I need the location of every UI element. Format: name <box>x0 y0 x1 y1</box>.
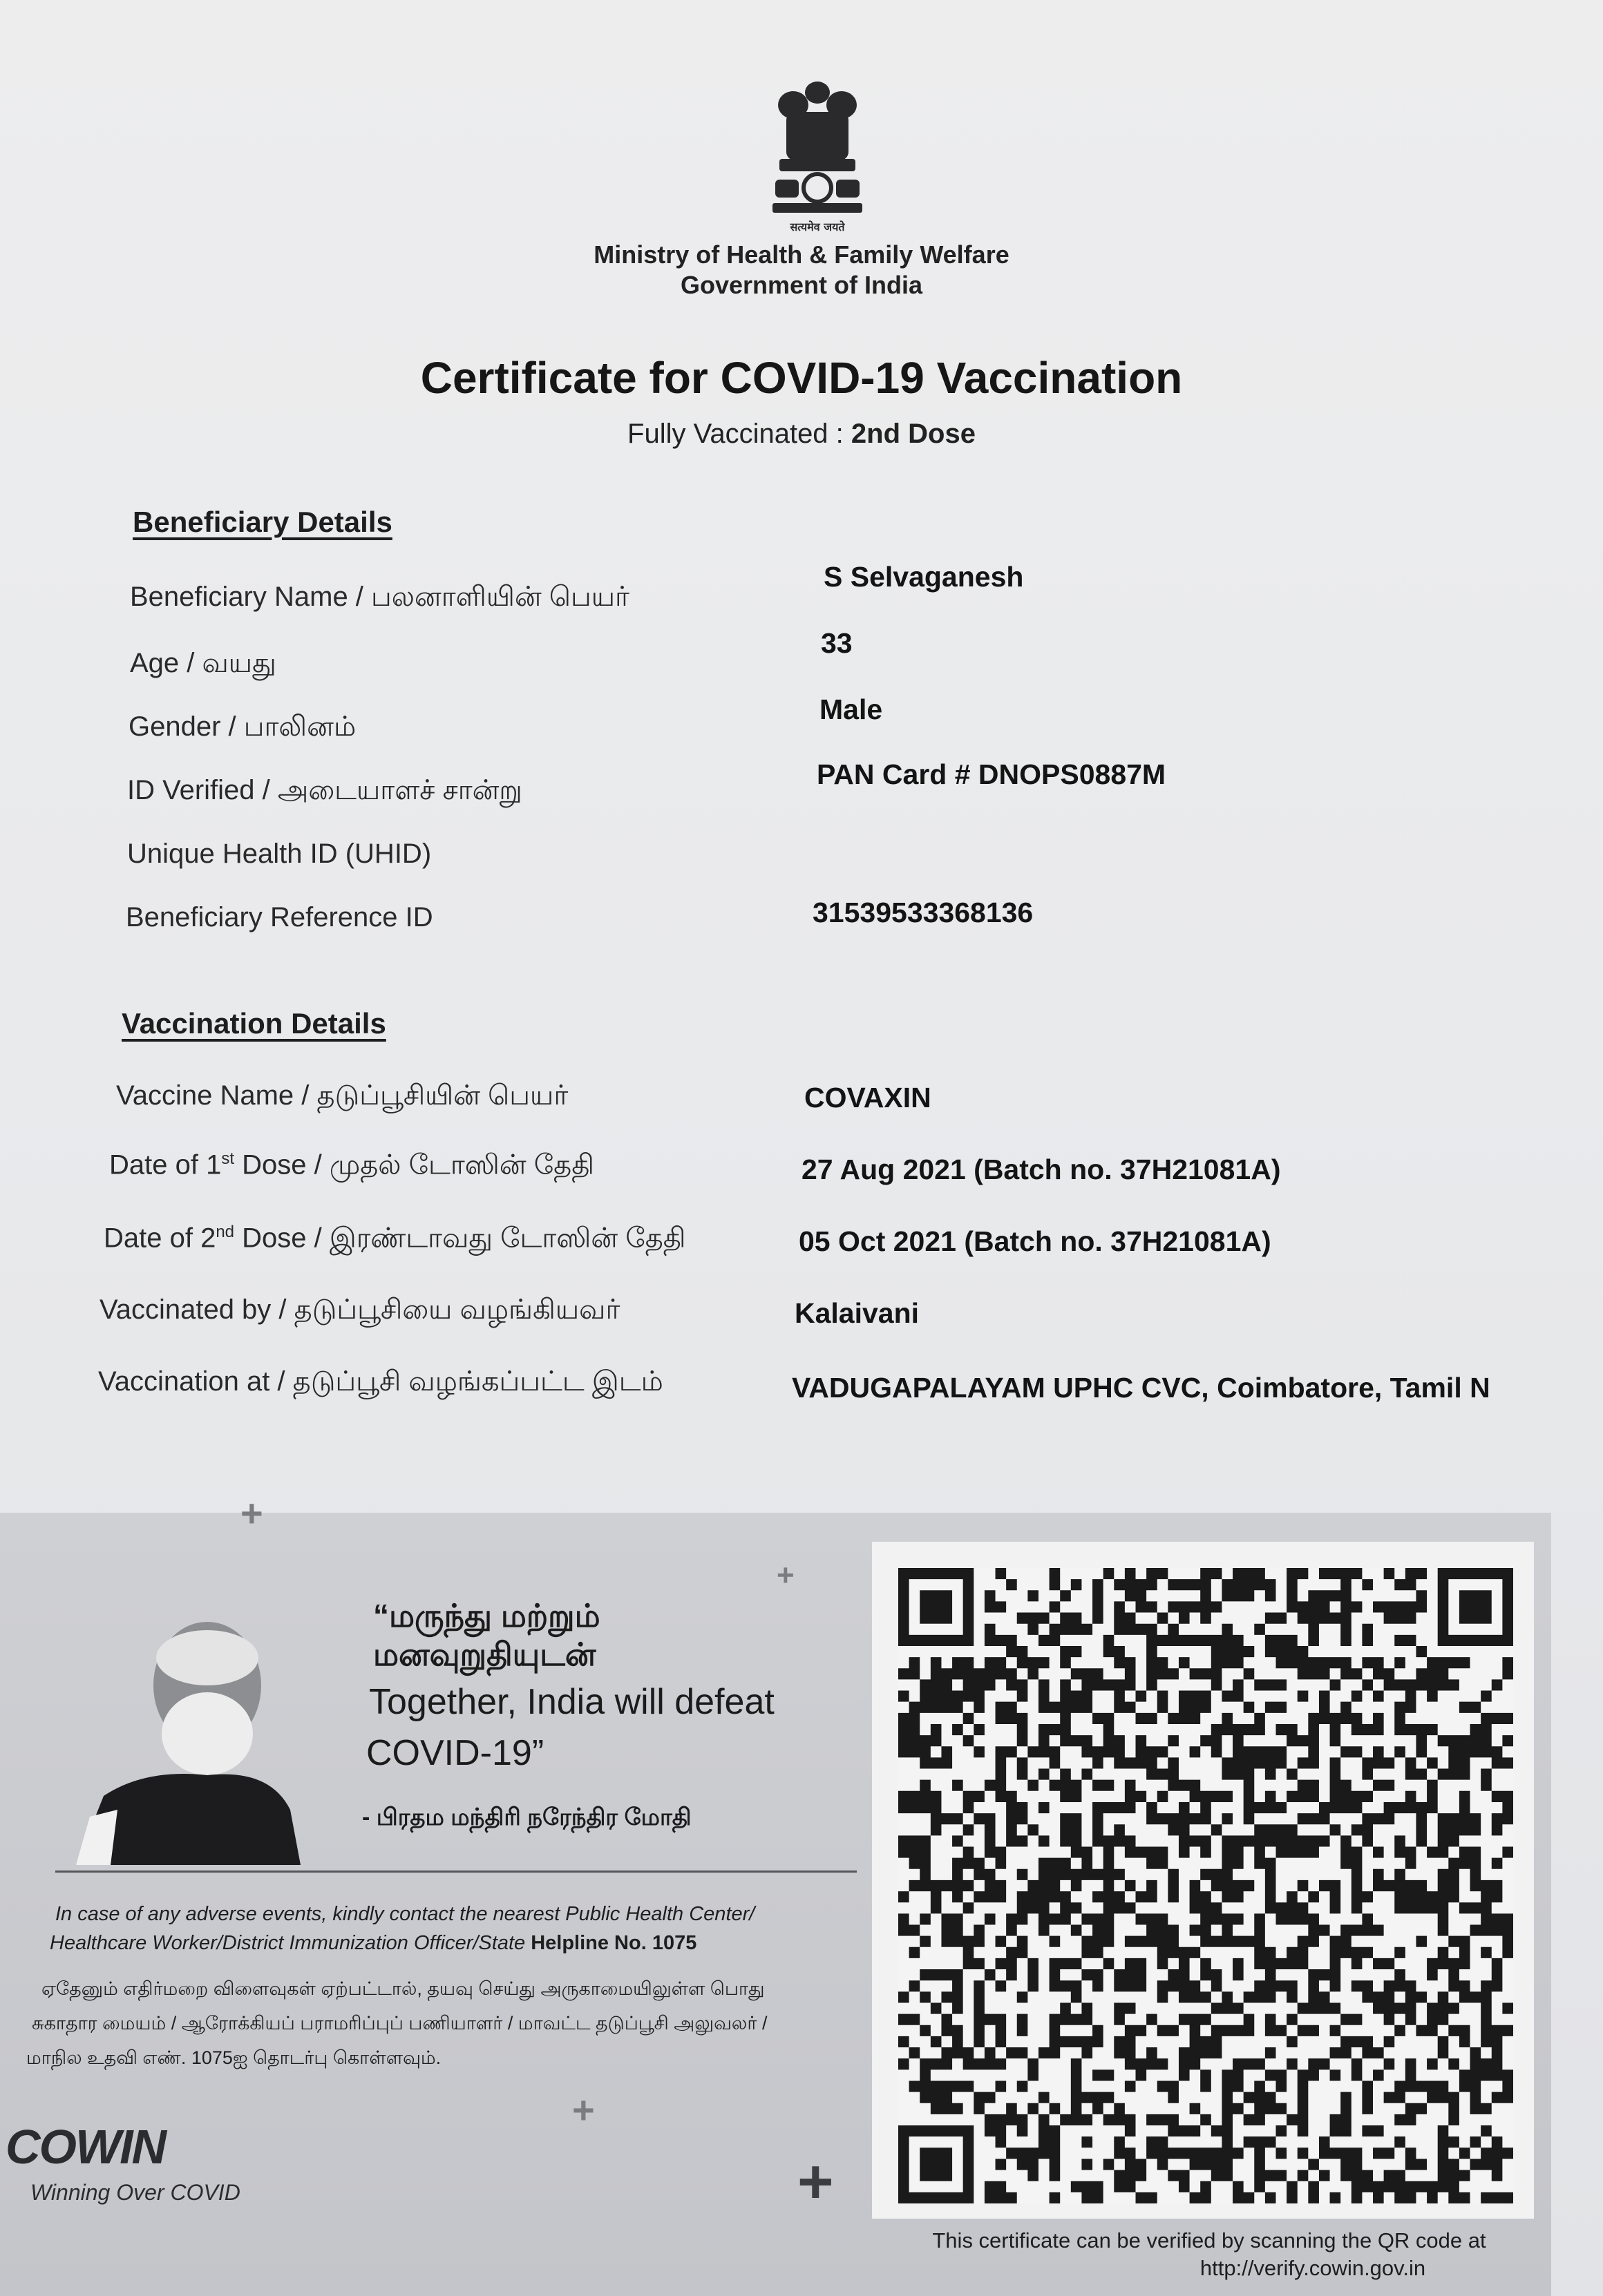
qr-finder-pattern <box>1459 1590 1492 1623</box>
cowin-tagline: Winning Over COVID <box>30 2180 240 2205</box>
quote-english-line-1: Together, India will defeat <box>369 1682 775 1722</box>
certificate-title: Certificate for COVID-19 Vaccination <box>420 353 1183 403</box>
government-name: Government of India <box>680 271 923 299</box>
quote-english-line-2: COVID-19” <box>366 1733 544 1773</box>
first-dose-date-value: 27 Aug 2021 (Batch no. 37H21081A) <box>802 1154 1281 1185</box>
notice-text: Healthcare Worker/District Immunization Officer/State <box>50 1932 531 1954</box>
ministry-name: Ministry of Health & Family Welfare <box>594 240 1009 269</box>
qr-code[interactable] <box>898 1568 1513 2203</box>
quote-tamil-line-1: “மருந்து மற்றும் <box>373 1598 600 1634</box>
tamil-notice-line-3: மாநில உதவி எண். 1075ஐ தொடர்பு கொள்ளவும். <box>26 2047 442 2068</box>
second-dose-date-label <box>104 1223 686 1257</box>
reference-id-label: Beneficiary Reference ID <box>126 902 433 932</box>
qr-finder-pattern <box>920 2147 952 2181</box>
status-label: Fully Vaccinated : <box>627 419 851 449</box>
banner-divider <box>55 1871 857 1873</box>
status-value: 2nd Dose <box>851 419 976 449</box>
adverse-events-notice-line-1: In case of any adverse events, kindly contact the nearest Public Health Center/ <box>55 1903 755 1925</box>
qr-finder-pattern <box>920 1590 952 1623</box>
quote-tamil-line-2: மனவுறுதியுடன் <box>373 1636 596 1672</box>
helpline-number: Helpline No. 1075 <box>531 1932 697 1954</box>
first-dose-label-sup: st <box>221 1149 234 1168</box>
tamil-notice-line-1: ஏதேனும் எதிர்மறை விளைவுகள் ஏற்பட்டால், தயவு செய்து அருகாமையிலுள்ள பொது <box>41 1978 765 1999</box>
quote-attribution: - பிரதம மந்திரி நரேந்திர மோதி <box>362 1804 692 1830</box>
second-dose-label-rest: Dose / இரண்டாவது டோஸின் தேதி <box>234 1223 686 1254</box>
vaccine-name-label: Vaccine Name / தடுப்பூசியின் பெயர் <box>116 1080 569 1111</box>
beneficiary-name-label: Beneficiary Name / பலனாளியின் பெயர் <box>130 582 629 612</box>
verification-url[interactable]: http://verify.cowin.gov.in <box>1199 2256 1426 2280</box>
reference-id-value: 31539533368136 <box>813 897 1034 928</box>
decorative-plus-icon: + <box>777 1558 795 1592</box>
first-dose-label-text: Date of 1 <box>109 1149 222 1180</box>
age-value: 33 <box>821 627 853 659</box>
adverse-events-notice-line-2 <box>50 1929 696 1958</box>
gender-value: Male <box>819 693 883 725</box>
id-verified-value: PAN Card # DNOPS0887M <box>817 758 1166 790</box>
decorative-plus-icon: + <box>797 2147 834 2217</box>
cowin-logo: COWIN <box>6 2120 166 2174</box>
second-dose-date-value: 05 Oct 2021 (Batch no. 37H21081A) <box>799 1225 1271 1257</box>
beneficiary-details-heading: Beneficiary Details <box>133 506 392 538</box>
vaccinated-by-label: Vaccinated by / தடுப்பூசியை வழங்கியவர் <box>99 1294 620 1325</box>
vaccination-status <box>0 419 1603 450</box>
gender-label: Gender / பாலினம் <box>129 711 357 742</box>
uhid-label: Unique Health ID (UHID) <box>127 839 432 869</box>
beneficiary-name-value: S Selvaganesh <box>824 561 1024 593</box>
vaccination-details-heading: Vaccination Details <box>122 1007 386 1040</box>
second-dose-label-text: Date of 2 <box>104 1223 216 1254</box>
vaccine-name-value: COVAXIN <box>804 1082 931 1113</box>
national-emblem-icon <box>766 77 869 236</box>
id-verified-label: ID Verified / அடையாளச் சான்று <box>127 775 522 805</box>
prime-minister-photo <box>62 1609 311 1865</box>
first-dose-label-rest: Dose / முதல் டோஸின் தேதி <box>234 1149 594 1180</box>
emblem-motto: सत्यमेव जयते <box>790 220 845 233</box>
second-dose-label-sup: nd <box>216 1223 235 1241</box>
first-dose-date-label <box>109 1149 594 1184</box>
vaccination-at-label: Vaccination at / தடுப்பூசி வழங்கப்பட்ட இடம் <box>98 1366 663 1397</box>
decorative-plus-icon: + <box>572 2088 595 2132</box>
vaccination-at-value: VADUGAPALAYAM UPHC CVC, Coimbatore, Tamil N <box>792 1372 1490 1404</box>
verification-text: This certificate can be verified by scanning the QR code at <box>932 2228 1486 2252</box>
vaccinated-by-value: Kalaivani <box>795 1297 920 1329</box>
age-label: Age / வயது <box>130 648 276 678</box>
decorative-plus-icon: + <box>240 1491 263 1535</box>
tamil-notice-line-2: சுகாதார மையம் / ஆரோக்கியப் பராமரிப்புப் பணியாளர் / மாவட்ட தடுப்பூசி அலுவலர் / <box>32 2013 768 2034</box>
